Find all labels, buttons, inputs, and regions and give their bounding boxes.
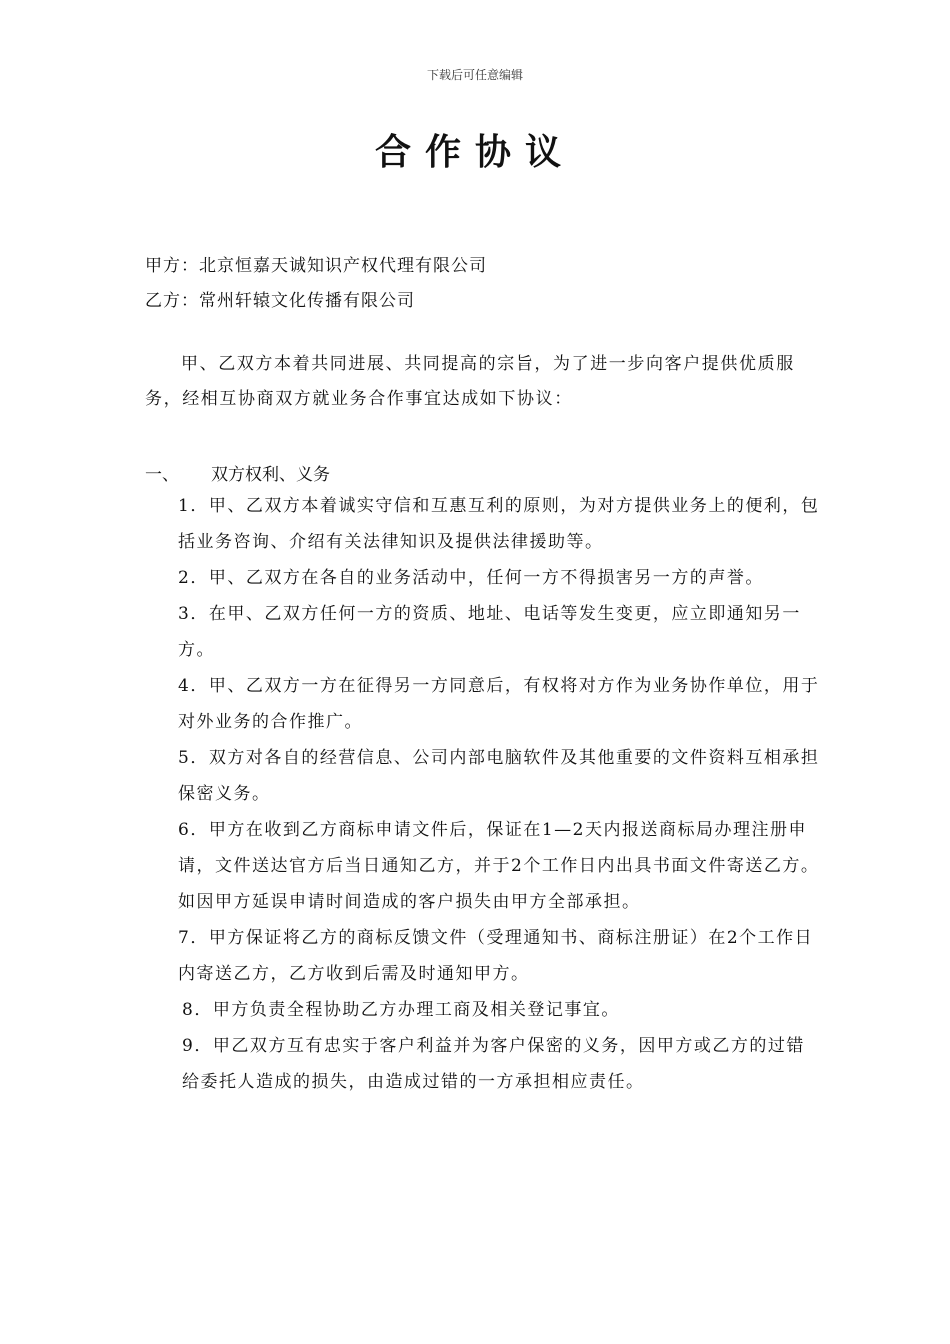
- clause-item: 7．甲方保证将乙方的商标反馈文件（受理通知书、商标注册证）在2个工作日内寄送乙方，乙方收到后需及时通知甲方。: [178, 928, 814, 984]
- party-a: 甲方：北京恒嘉天诚知识产权代理有限公司: [145, 256, 487, 276]
- clause-list: [178, 488, 823, 1100]
- clause-item: 5．双方对各自的经营信息、公司内部电脑软件及其他重要的文件资料互相承担保密义务。: [178, 748, 820, 804]
- clause-item: 2．甲、乙双方在各自的业务活动中，任何一方不得损害另一方的声誉。: [178, 568, 764, 588]
- clause-item: 3．在甲、乙双方任何一方的资质、地址、电话等发生变更，应立即通知另一方。: [178, 604, 801, 660]
- clause-item: 6．甲方在收到乙方商标申请文件后，保证在1—2天内报送商标局办理注册申请，文件送达官方后当日通知乙方，并于2个工作日内出具书面文件寄送乙方。如因甲方延误申请时间造成的客户损失由甲方全部承担。: [178, 820, 820, 912]
- clause-item: 4．甲、乙双方一方在征得另一方同意后，有权将对方作为业务协作单位，用于对外业务的合作推广。: [178, 676, 820, 732]
- section-title: 双方权利、义务: [211, 465, 330, 485]
- party-b: 乙方：常州轩辕文化传播有限公司: [145, 291, 415, 311]
- clause-item: 9．甲乙双方互有忠实于客户利益并为客户保密的义务，因甲方或乙方的过错给委托人造成的损失，由造成过错的一方承担相应责任。: [182, 1036, 805, 1092]
- section-number: 一、: [145, 465, 179, 485]
- clause-item: 1．甲、乙双方本着诚实守信和互惠互利的原则，为对方提供业务上的便利，包括业务咨询、介绍有关法律知识及提供法律援助等。: [178, 496, 820, 552]
- intro-paragraph: 甲、乙双方本着共同进展、共同提高的宗旨，为了进一步向客户提供优质服务，经相互协商双方就业务合作事宜达成如下协议：: [145, 354, 795, 409]
- document-title: 合作协议: [374, 131, 575, 173]
- section-heading: [145, 460, 330, 485]
- clause-item: 8．甲方负责全程协助乙方办理工商及相关登记事宜。: [182, 1000, 620, 1020]
- header-note: 下载后可任意编辑: [426, 68, 523, 82]
